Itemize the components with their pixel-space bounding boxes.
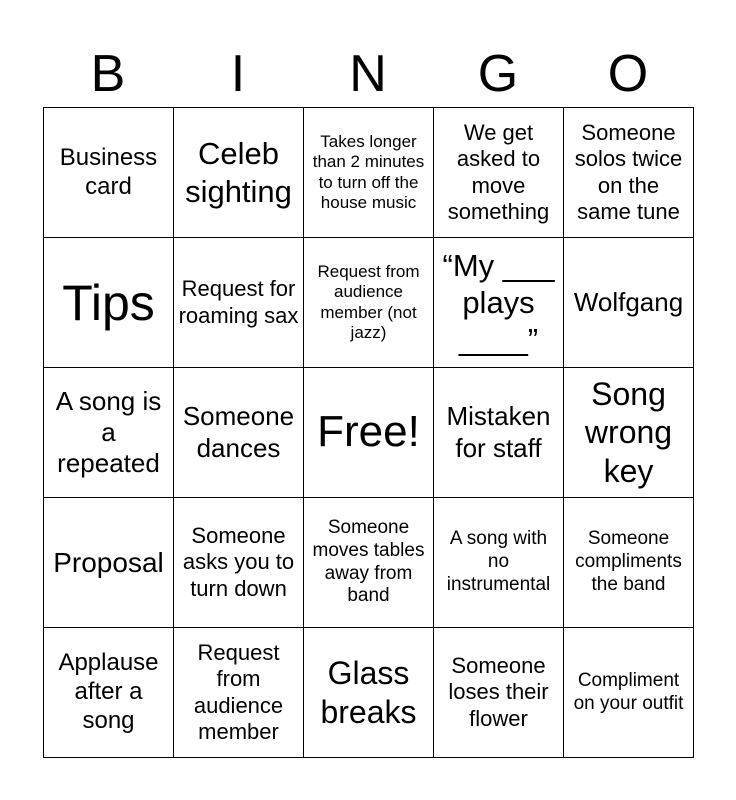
bingo-cell[interactable] (44, 498, 174, 628)
bingo-cell[interactable] (44, 368, 174, 498)
cell-text: A song is a repeated (55, 385, 162, 479)
bingo-cell[interactable] (434, 238, 564, 368)
header-letter-n: N (349, 45, 387, 103)
board-row (44, 368, 694, 498)
cell-text: Request from audience member (193, 639, 284, 744)
board-row (44, 498, 694, 628)
cell-text: Someone loses their flower (448, 652, 549, 731)
bingo-cell[interactable] (174, 498, 304, 628)
bingo-cell[interactable] (304, 498, 434, 628)
header-letter-i: I (230, 45, 246, 103)
cell-text: Takes longer than 2 minutes to turn off the house music (312, 131, 425, 212)
cell-text: Wolfgang (573, 286, 684, 317)
bingo-cell[interactable] (564, 368, 694, 498)
header-letter-b: B (90, 45, 126, 103)
bingo-header (43, 44, 693, 104)
bingo-board (43, 107, 694, 758)
cell-text: Applause after a song (58, 649, 159, 734)
cell-text: Celeb sighting (185, 136, 292, 209)
cell-text: Compliment on your outfit (573, 669, 684, 714)
bingo-cell[interactable] (564, 628, 694, 758)
bingo-cell[interactable] (434, 498, 564, 628)
cell-text: “My ___ plays ____” (442, 247, 555, 358)
free-space-cell[interactable] (304, 368, 434, 498)
cell-text: Free! (317, 407, 420, 457)
bingo-cell[interactable] (434, 108, 564, 238)
cell-text: We get asked to move something (447, 119, 550, 224)
cell-text: Song wrong key (584, 375, 673, 489)
cell-text: A song with no instrumental (446, 528, 551, 595)
bingo-cell[interactable] (304, 628, 434, 758)
cell-text: Someone solos twice on the same tune (574, 119, 683, 224)
cell-text: Someone asks you to turn down (182, 522, 295, 601)
cell-text: Mistaken for staff (446, 401, 551, 463)
cell-text: Request from audience member (not jazz) (317, 261, 420, 342)
bingo-cell[interactable] (434, 368, 564, 498)
bingo-cell[interactable] (564, 238, 694, 368)
cell-text: Request for roaming sax (178, 276, 299, 328)
cell-text: Someone dances (182, 401, 295, 463)
bingo-cell[interactable] (174, 108, 304, 238)
cell-text: Business card (59, 143, 158, 200)
header-letter-g: G (477, 45, 519, 103)
bingo-cell[interactable] (174, 238, 304, 368)
board-row (44, 108, 694, 238)
cell-text: Glass breaks (320, 655, 417, 730)
cell-text: Tips (62, 274, 155, 331)
bingo-cell[interactable] (44, 108, 174, 238)
bingo-cell[interactable] (44, 628, 174, 758)
bingo-cell[interactable] (564, 108, 694, 238)
cell-text: Someone moves tables away from band (312, 516, 425, 607)
bingo-cell[interactable] (304, 238, 434, 368)
board-row (44, 238, 694, 368)
cell-text: Someone compliments the band (575, 528, 682, 595)
cell-text: Proposal (53, 546, 164, 578)
bingo-cell[interactable] (564, 498, 694, 628)
board-row (44, 628, 694, 758)
bingo-cell[interactable] (304, 108, 434, 238)
bingo-cell[interactable] (434, 628, 564, 758)
bingo-cell[interactable] (174, 368, 304, 498)
bingo-cell[interactable] (44, 238, 174, 368)
header-letter-o: O (607, 45, 649, 103)
bingo-cell[interactable] (174, 628, 304, 758)
